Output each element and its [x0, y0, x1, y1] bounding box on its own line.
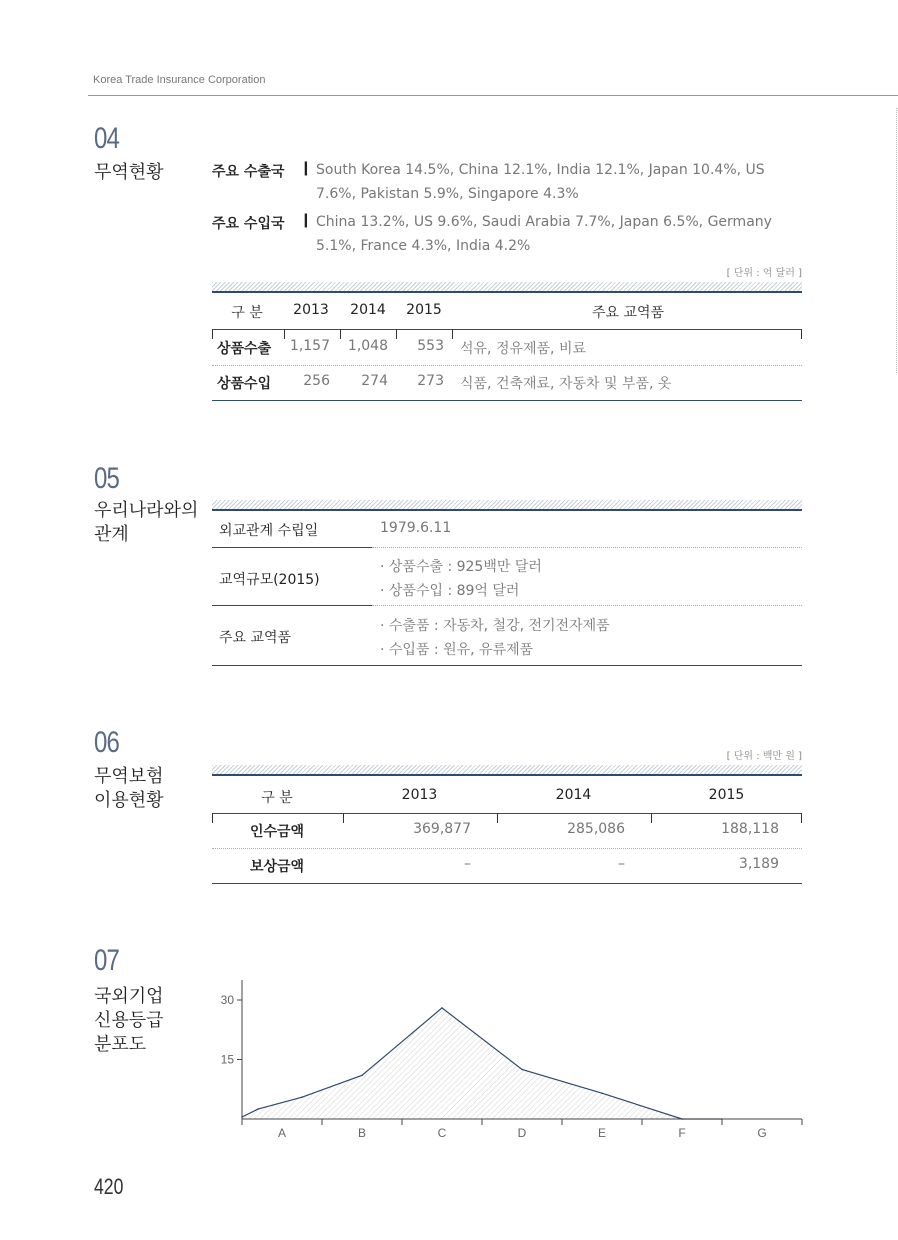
data-point	[441, 1007, 443, 1009]
s04-row1-2015: 553	[417, 338, 444, 354]
section-06-title: 무역보험 이용현황	[94, 766, 164, 811]
section-04-title: 무역현황	[94, 162, 164, 183]
export-countries-label: 주요 수출국	[212, 164, 285, 180]
s04-th-2015: 2015	[406, 302, 442, 318]
header-divider	[88, 95, 898, 96]
s04-th-2013: 2013	[293, 302, 329, 318]
section-06-number: 06	[94, 726, 120, 759]
s04-row2-2015: 273	[417, 373, 444, 389]
s05-label-divider	[212, 547, 372, 548]
s06-col-tick	[801, 813, 802, 823]
credit-rating-chart	[200, 975, 820, 1145]
s06-table-top-rule	[212, 774, 802, 776]
data-point	[301, 1096, 303, 1098]
s04-row2-2013: 256	[303, 373, 330, 389]
s04-col-tick	[801, 329, 802, 339]
s04-table-hatch	[212, 282, 802, 291]
data-point	[241, 1116, 243, 1118]
s05-table-top-rule	[212, 509, 802, 511]
s04-th-2014: 2014	[350, 302, 386, 318]
s04-row1-2013: 1,157	[289, 338, 330, 354]
s06-row2-2013: –	[464, 856, 471, 872]
x-tick-label: G	[757, 1126, 767, 1140]
s04-row1-label: 상품수출	[217, 341, 272, 357]
side-dotted-rule	[896, 108, 897, 373]
export-countries-value: South Korea 14.5%, China 12.1%, India 12.1%, Japan 10.4%, US 7.6%, Pakistan 5.9%, Singapore 4.3%	[316, 162, 765, 202]
x-tick-label: E	[597, 1126, 607, 1140]
s04-table-bottom-rule	[212, 400, 802, 401]
s06-table-hatch	[212, 765, 802, 774]
import-separator: ❙	[300, 212, 312, 228]
s05-row1-label: 외교관계 수립일	[219, 523, 319, 539]
s05-row2-label: 교역규모(2015)	[219, 572, 320, 588]
s05-row-divider	[372, 605, 802, 606]
s06-th-2015: 2015	[708, 787, 745, 803]
s05-table-hatch	[212, 500, 802, 509]
s06-th-2013: 2013	[401, 787, 438, 803]
x-tick-label: A	[277, 1126, 287, 1140]
x-tick-label: F	[678, 1126, 686, 1140]
s06-row2-2015: 3,189	[738, 856, 779, 872]
s06-row1-2014: 285,086	[567, 821, 625, 837]
s06-row-divider	[212, 848, 802, 849]
data-point	[521, 1069, 523, 1071]
x-tick-label: D	[517, 1126, 527, 1140]
s05-row1-line1: 1979.6.11	[380, 520, 452, 536]
s05-row3-line2: · 수입품 : 원유, 유류제품	[380, 642, 534, 658]
s06-row1-2015: 188,118	[721, 821, 779, 837]
s04-row2-2014: 274	[361, 373, 388, 389]
s05-row2-line2: · 상품수입 : 89억 달러	[380, 583, 520, 599]
header-org-name: Korea Trade Insurance Corporation	[93, 74, 266, 86]
x-tick-label: C	[437, 1126, 447, 1140]
s04-row1-2014: 1,048	[347, 338, 388, 354]
import-countries-value: China 13.2%, US 9.6%, Saudi Arabia 7.7%, Japan 6.5%, Germany 5.1%, France 4.3%, India 4.2%	[316, 214, 772, 254]
section-07-number: 07	[94, 944, 120, 977]
s04-col-tick	[212, 329, 213, 339]
data-point	[601, 1092, 603, 1094]
s04-row2-label: 상품수입	[217, 376, 272, 392]
export-separator: ❙	[300, 160, 312, 176]
s06-row2-2014: –	[618, 856, 625, 872]
data-point	[257, 1108, 259, 1110]
s04-row2-goods: 식품, 건축재료, 자동차 및 부품, 옷	[460, 376, 672, 392]
y-tick-label: 30	[220, 993, 234, 1007]
s06-header-rule	[212, 813, 802, 814]
section-07-title: 국외기업 신용등급 분포도	[94, 986, 164, 1055]
s04-row-divider	[212, 365, 802, 366]
s04-header-rule	[212, 329, 802, 330]
x-tick-label: B	[357, 1126, 367, 1140]
s06-th-2014: 2014	[555, 787, 592, 803]
section-04-number: 04	[94, 122, 120, 155]
section-05-title: 우리나라와의 관계	[94, 500, 199, 545]
s05-row2-line1: · 상품수출 : 925백만 달러	[380, 559, 542, 575]
import-countries-label: 주요 수입국	[212, 216, 285, 232]
s05-row3-label: 주요 교역품	[219, 630, 292, 646]
s04-row1-goods: 석유, 정유제품, 비료	[460, 341, 586, 357]
s04-col-tick	[452, 329, 453, 339]
s06-unit-label: [ 단위 : 백만 원 ]	[726, 751, 802, 762]
data-point	[361, 1075, 363, 1077]
section-05-number: 05	[94, 462, 120, 495]
s06-row1-label: 인수금액	[249, 824, 305, 840]
s04-table-top-rule	[212, 291, 802, 293]
s06-row1-2013: 369,877	[413, 821, 471, 837]
page-number: 420	[94, 1174, 124, 1199]
y-tick-label: 15	[220, 1052, 234, 1067]
s05-row3-line1: · 수출품 : 자동차, 철강, 전기전자제품	[380, 618, 610, 634]
s06-row2-label: 보상금액	[249, 859, 305, 875]
s04-th-goods: 주요 교역품	[591, 305, 665, 321]
s05-table-bottom-rule	[212, 665, 802, 666]
s05-row-divider	[372, 547, 802, 548]
s06-table-bottom-rule	[212, 883, 802, 884]
s05-label-divider	[212, 605, 372, 606]
s06-th-category: 구 분	[261, 790, 293, 806]
s04-th-category: 구 분	[231, 305, 263, 321]
area-fill	[242, 1008, 722, 1119]
s04-unit-label: [ 단위 : 억 달러 ]	[726, 268, 802, 279]
